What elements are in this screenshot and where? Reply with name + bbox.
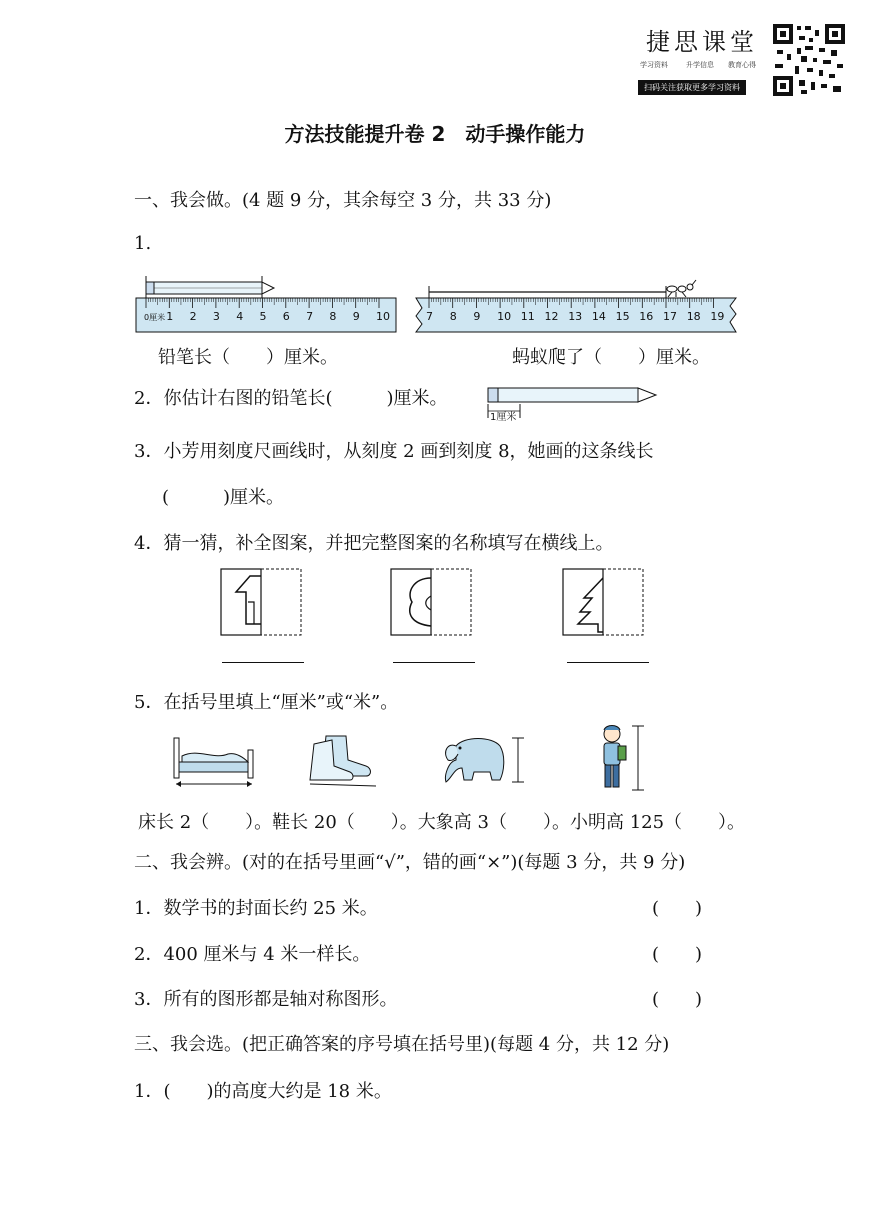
q2-text: 2．你估计右图的铅笔长( )厘米。 bbox=[134, 388, 448, 409]
ruler-tick-label: 16 bbox=[639, 310, 654, 323]
ruler-tick-label: 12 bbox=[544, 310, 559, 323]
answer-line-3[interactable] bbox=[567, 662, 649, 663]
q3-line2: ( )厘米。 bbox=[162, 487, 285, 508]
ant-distance-question: 蚂蚁爬了（ ）厘米。 bbox=[512, 347, 710, 368]
ruler-tick-label: 13 bbox=[568, 310, 583, 323]
half-pattern-2 bbox=[388, 566, 478, 638]
ruler-tick-label: 9 bbox=[352, 310, 360, 323]
section2-bracket-1[interactable]: ( ) bbox=[652, 898, 703, 919]
ruler-tick-label: 15 bbox=[615, 310, 630, 323]
boot-icon bbox=[306, 730, 386, 790]
ruler-tick-label: 1 bbox=[166, 310, 174, 323]
ruler-tick-label: 11 bbox=[520, 310, 535, 323]
bed-icon bbox=[168, 734, 260, 790]
pencil-length-question: 铅笔长（ ）厘米。 bbox=[158, 347, 338, 368]
q5-text: 5．在括号里填上“厘米”或“米”。 bbox=[134, 692, 399, 713]
ruler-tick-label: 18 bbox=[686, 310, 701, 323]
section1-heading: 一、我会做。(4 题 9 分，其余每空 3 分，共 33 分) bbox=[134, 190, 552, 211]
ruler-with-pencil-figure bbox=[134, 276, 400, 334]
brand-logo-text: 捷思课堂 bbox=[646, 28, 758, 56]
pencil-tip-2 bbox=[638, 388, 656, 402]
ruler-tick-label: 4 bbox=[236, 310, 244, 323]
answer-line-1[interactable] bbox=[222, 662, 304, 663]
half-pattern-3 bbox=[560, 566, 650, 638]
header-tag-2: 升学信息 bbox=[686, 61, 714, 69]
q4-text: 4．猜一猜，补全图案，并把完整图案的名称填写在横线上。 bbox=[134, 533, 614, 554]
qr-code-icon bbox=[773, 24, 845, 96]
header-tag-3: 教育心得 bbox=[728, 61, 756, 69]
pencil-body-2 bbox=[488, 388, 638, 402]
ruler-tick-label: 19 bbox=[710, 310, 725, 323]
section2-bracket-3[interactable]: ( ) bbox=[652, 989, 703, 1010]
ruler-with-ant-figure bbox=[410, 276, 740, 334]
ruler-tick-label: 10 bbox=[376, 310, 390, 323]
ruler-tick-label: 8 bbox=[329, 310, 337, 323]
section2-bracket-2[interactable]: ( ) bbox=[652, 944, 703, 965]
ruler-tick-label: 9 bbox=[473, 310, 481, 323]
ruler-tick-label: 10 bbox=[497, 310, 512, 323]
ant-icon bbox=[667, 280, 696, 297]
section3-heading: 三、我会选。(把正确答案的序号填在括号里)(每题 4 分，共 12 分) bbox=[134, 1034, 670, 1055]
ruler-tick-label: 14 bbox=[591, 310, 606, 323]
ruler-tick-label: 3 bbox=[212, 310, 220, 323]
page-title: 方法技能提升卷 2 动手操作能力 bbox=[284, 122, 586, 146]
section2-item-1: 1．数学书的封面长约 25 米。 bbox=[134, 898, 378, 919]
section2-item-2: 2．400 厘米与 4 米一样长。 bbox=[134, 944, 371, 965]
q5-answers: 床长 2（ ）。鞋长 20（ ）。大象高 3（ ）。小明高 125（ ）。 bbox=[138, 812, 746, 833]
q1-number: 1. bbox=[134, 233, 152, 254]
boy-xiaoming-icon bbox=[596, 722, 648, 796]
ruler-tick-label: 7 bbox=[306, 310, 314, 323]
ruler-tick-label: 5 bbox=[259, 310, 267, 323]
half-pattern-1 bbox=[218, 566, 308, 638]
q3-line1: 3．小芳用刻度尺画线时，从刻度 2 画到刻度 8，她画的这条线长 bbox=[134, 441, 654, 462]
unit-label: 1厘米 bbox=[490, 412, 517, 423]
header-tag-1: 学习资料 bbox=[640, 61, 668, 69]
estimate-pencil-figure bbox=[484, 384, 664, 424]
ruler-tick-label: 7 bbox=[426, 310, 433, 323]
ruler-tick-label: 0厘米 bbox=[144, 313, 166, 322]
header-banner: 扫码关注获取更多学习资料 bbox=[638, 80, 746, 95]
section2-item-3: 3．所有的图形都是轴对称图形。 bbox=[134, 989, 398, 1010]
section3-q1: 1．( )的高度大约是 18 米。 bbox=[134, 1081, 392, 1102]
ruler-tick-label: 2 bbox=[189, 310, 197, 323]
ruler-tick-label: 6 bbox=[282, 310, 290, 323]
pencil-tip bbox=[262, 282, 274, 294]
elephant-icon bbox=[434, 732, 526, 790]
section2-heading: 二、我会辨。(对的在括号里画“√”，错的画“×”)(每题 3 分，共 9 分) bbox=[134, 852, 686, 873]
ruler-tick-label: 8 bbox=[449, 310, 457, 323]
ruler-tick-label: 17 bbox=[663, 310, 677, 323]
answer-line-2[interactable] bbox=[393, 662, 475, 663]
